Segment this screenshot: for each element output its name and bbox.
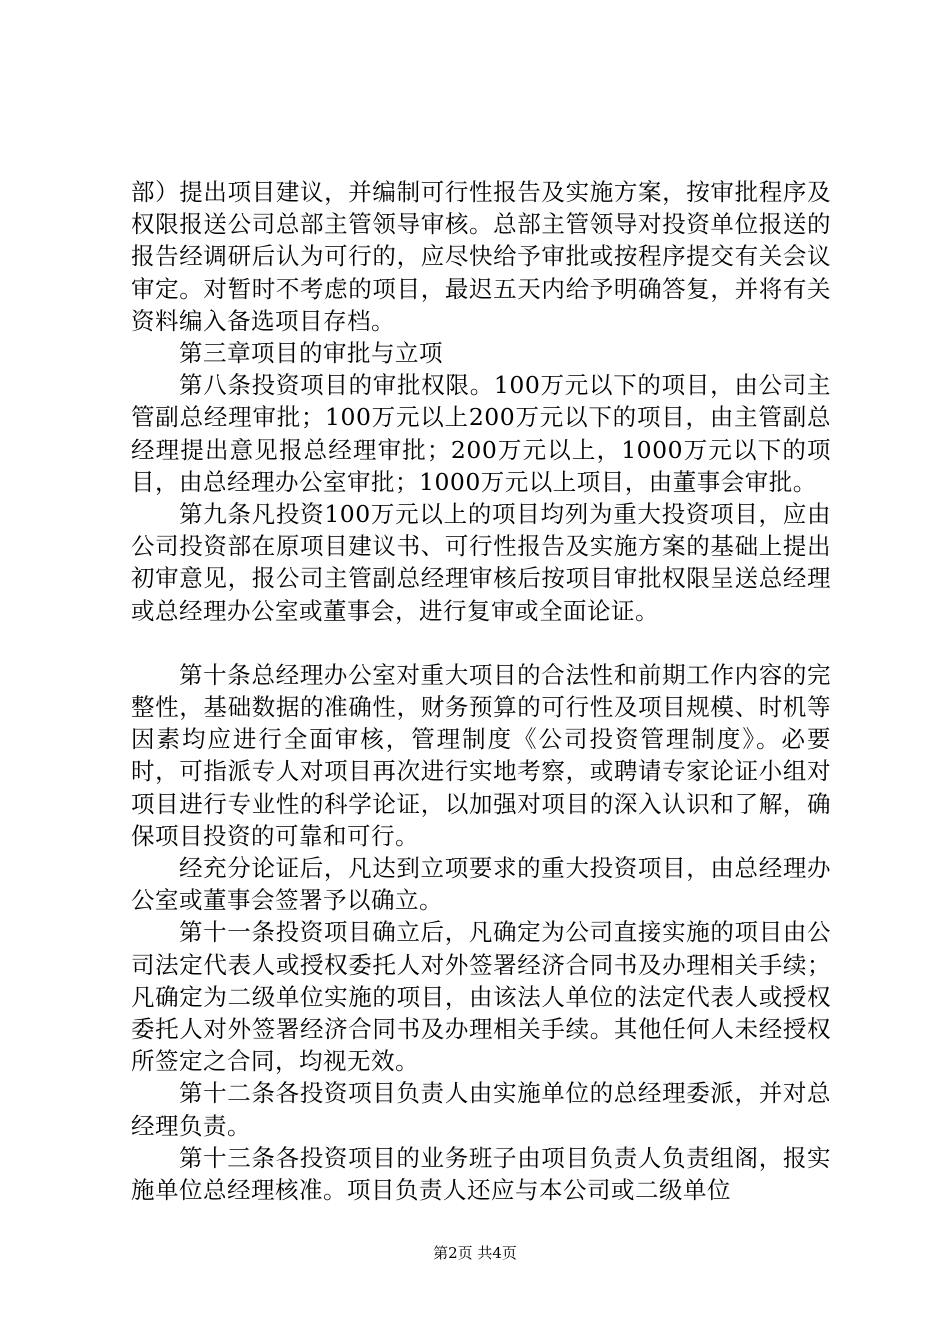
article-9: 第九条凡投资100万元以上的项目均列为重大投资项目，应由公司投资部在原项目建议书、可行性报告及实施方案的基础上提出初审意见，报公司主管副总经理审核后按项目审批权限呈送总经理或总经理办公室或董事会，进行复审或全面论证。 xyxy=(131,500,831,625)
document-body xyxy=(131,176,831,1206)
page-footer: 第2页 共4页 xyxy=(433,1244,517,1262)
article-11: 第十一条投资项目确立后，凡确定为公司直接实施的项目由公司法定代表人或授权委托人对外签署经济合同书及办理相关手续；凡确定为二级单位实施的项目，由该法人单位的法定代表人或授权委托人对外签署经济合同书及办理相关手续。其他任何人未经授权所签定之合同，均视无效。 xyxy=(131,918,831,1076)
article-12: 第十二条各投资项目负责人由实施单位的总经理委派，并对总经理负责。 xyxy=(131,1079,831,1140)
paragraph-approval: 经充分论证后，凡达到立项要求的重大投资项目，由总经理办公室或董事会签署予以确立。 xyxy=(131,854,831,915)
paragraph-gap xyxy=(131,627,831,659)
article-10: 第十条总经理办公室对重大项目的合法性和前期工作内容的完整性，基础数据的准确性，财务预算的可行性及项目规模、时机等因素均应进行全面审核，管理制度《公司投资管理制度》。必要时，可指派专人对项目再次进行实地考察，或聘请专家论证小组对项目进行专业性的科学论证，以加强对项目的深入认识和了解，确保项目投资的可靠和可行。 xyxy=(131,660,831,850)
article-13: 第十三条各投资项目的业务班子由项目负责人负责组阁，报实施单位总经理核准。项目负责人还应与本公司或二级单位 xyxy=(131,1143,831,1205)
chapter-heading: 第三章项目的审批与立项 xyxy=(179,339,443,368)
paragraph-continuation: 部）提出项目建议，并编制可行性报告及实施方案，按审批程序及权限报送公司总部主管领导审核。总部主管领导对投资单位报送的报告经调研后认为可行的，应尽快给予审批或按程序提交有关会议审定。对暂时不考虑的项目，最迟五天内给予明确答复，并将有关资料编入备选项目存档。 xyxy=(131,178,831,335)
article-8: 第八条投资项目的审批权限。100万元以下的项目，由公司主管副总经理审批；100万元以上200万元以下的项目，由主管副总经理提出意见报总经理审批；200万元以上，1000万元以下的项目，由总经理办公室审批；1000万元以上项目，由董事会审批。 xyxy=(131,371,831,496)
